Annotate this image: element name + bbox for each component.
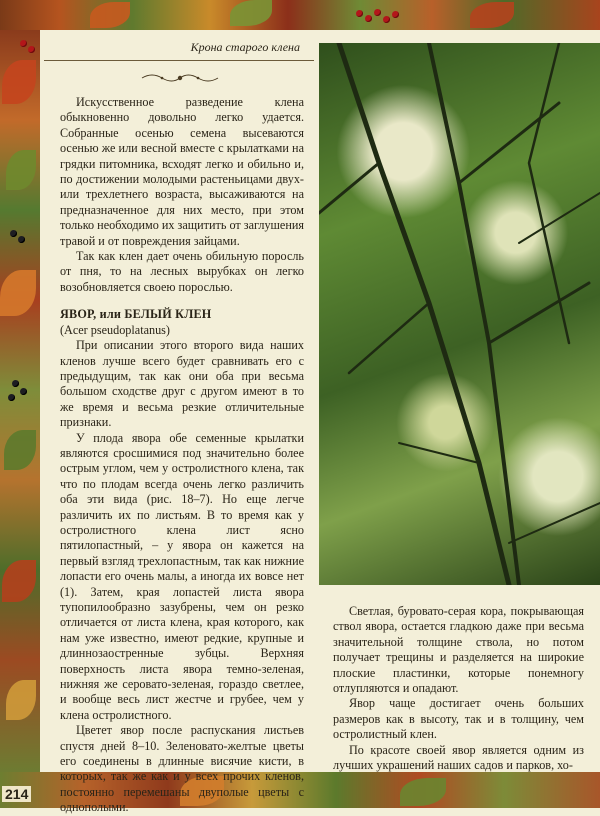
black-berry-icon xyxy=(8,394,15,401)
paragraph: Так как клен дает очень обильную поросль от пня, то на лесных вырубках он легко возобновляется своею порослью. xyxy=(60,249,304,294)
left-text-column xyxy=(60,95,304,816)
rowan-berry-icon xyxy=(20,40,27,47)
paragraph: Цветет явор после распускания листьев спустя дней 8–10. Зеленовато-желтые цветы его соединены в длинные висячие кисти, в которых, так же как и у всех прочих кленов, постоянно перемешаны двуполые цветы с однополыми. xyxy=(60,723,304,815)
rowan-berry-icon xyxy=(356,10,363,17)
latin-name: (Acer pseudoplatanus) xyxy=(60,322,170,337)
black-berry-icon xyxy=(18,236,25,243)
flourish-ornament-icon xyxy=(140,72,220,84)
paragraph: У плода явора обе семенные крылатки являются сросшимися под значительно более острым углом, чем у остролистного клена, так что по плодам всегда очень легко различить оба эти вида (рис. 18–7). Но еще легче различить их по листьям. В то время как у остролистного клена лист ясно пятилопастный, – у явора он кажется на первый взгляд трехлопастным, так как нижние лопасти его очень малы, а иногда их вовсе нет (1). Затем, края лопастей листа явора тупопилообразно зазубрены, чем он резко отличается от листа клена, края которого, как нам уже известно, имеют редкие, крупные и длиннозаостренные зубцы. Верхняя поверхность листа явора темно-зеленая, нижняя же серовато-зеленая, гораздо светлее, и вообще весь лист жестче и грубее, чем у клена остролистного. xyxy=(60,430,304,722)
black-berry-icon xyxy=(10,230,17,237)
maple-crown-photo xyxy=(319,43,600,585)
black-berry-icon xyxy=(12,380,19,387)
paragraph: По красоте своей явор является одним из лучших украшений наших садов и парков, хо- xyxy=(333,742,584,773)
running-header: Крона старого клена xyxy=(190,40,300,54)
page-number: 214 xyxy=(2,786,31,802)
paragraph: Явор чаще достигает очень больших размеров как в высоту, так и в толщину, чем остролистный клен. xyxy=(333,696,584,742)
rowan-berry-icon xyxy=(383,16,390,23)
paragraph: Светлая, буровато-серая кора, покрывающая ствол явора, остается гладкою даже при весьма значительной толщине ствола, но потом получает трещины и разделяется на широкие плоские пластинки, которые понемногу отлупляются и опадают. xyxy=(333,604,584,696)
section-heading: ЯВОР, или БЕЛЫЙ КЛЕН xyxy=(60,307,212,322)
rowan-berry-icon xyxy=(374,9,381,16)
leaf-border-left xyxy=(0,30,40,780)
paragraph: При описании этого второго вида наших кленов лучше всего будет сравнивать его с предыдущим, так как они оба при весьма большом сходстве друг с другом имеют в то же время и весьма резкие отличительные признаки. xyxy=(60,338,304,430)
black-berry-icon xyxy=(20,388,27,395)
right-text-column xyxy=(333,604,584,773)
paragraph: Искусственное разведение клена обыкновенно довольно легко удается. Собранные осенью семена высеваются осенью же или весной вместе с крылатками на грядки питомника, всходят легко и обильно и, по достижении молодыми растеньицами двух- или трехлетнего возраста, высаживаются на предназначенное для них место, при этом только необходимо их защитить от заглушения травой и от повреждения зайцами. xyxy=(60,95,304,248)
header-rule xyxy=(44,60,314,61)
rowan-berry-icon xyxy=(365,15,372,22)
rowan-berry-icon xyxy=(28,46,35,53)
rowan-berry-icon xyxy=(392,11,399,18)
